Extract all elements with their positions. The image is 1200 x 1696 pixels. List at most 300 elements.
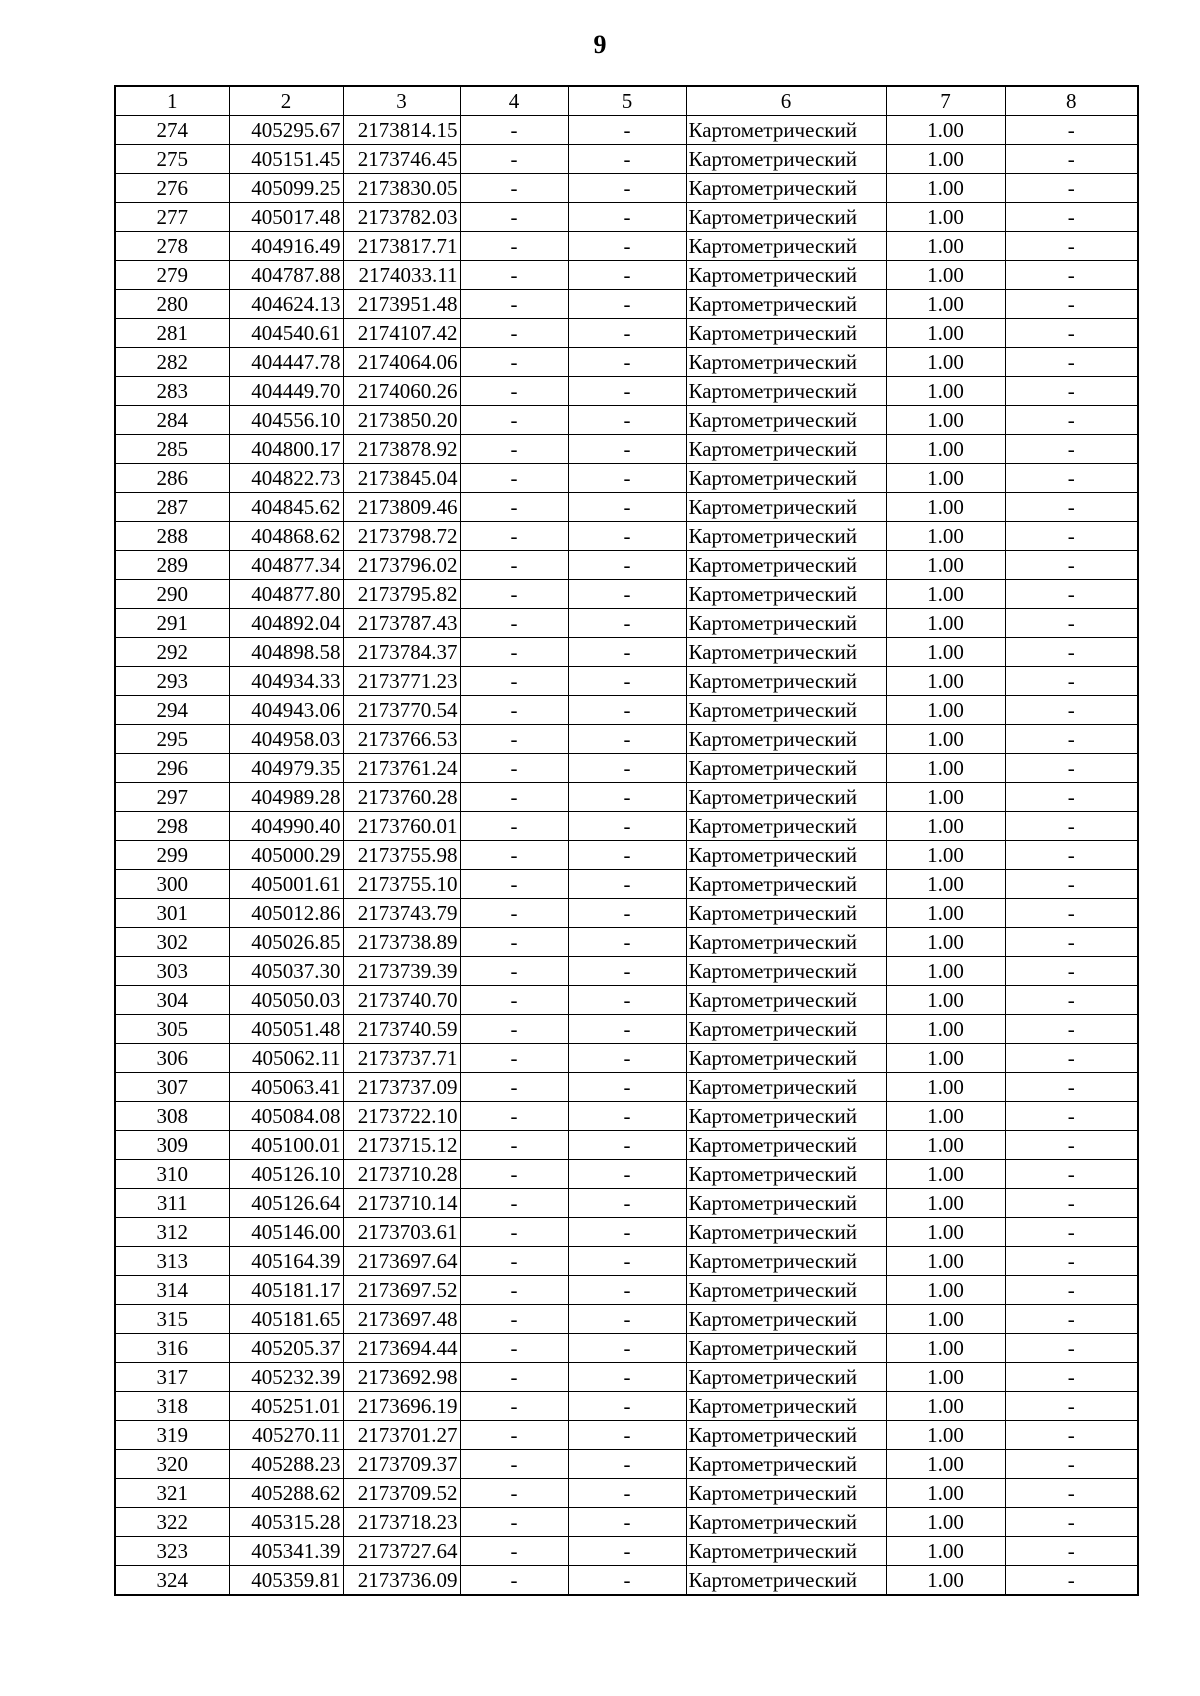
method-cell: Картометрический [686, 493, 886, 522]
method-cell: Картометрический [686, 609, 886, 638]
table-row [115, 1537, 1138, 1566]
method-cell: Картометрический [686, 1044, 886, 1073]
col4-cell: - [460, 1073, 568, 1102]
y-coordinate-cell: 2173737.09 [343, 1073, 460, 1102]
col4-cell: - [460, 1276, 568, 1305]
y-coordinate-cell: 2174107.42 [343, 319, 460, 348]
col5-cell: - [568, 928, 686, 957]
col8-cell: - [1005, 638, 1138, 667]
accuracy-cell: 1.00 [886, 696, 1005, 725]
method-cell: Картометрический [686, 551, 886, 580]
y-coordinate-cell: 2173692.98 [343, 1363, 460, 1392]
y-coordinate-cell: 2173830.05 [343, 174, 460, 203]
x-coordinate-cell: 405295.67 [229, 116, 343, 145]
x-coordinate-cell: 405050.03 [229, 986, 343, 1015]
y-coordinate-cell: 2173784.37 [343, 638, 460, 667]
y-coordinate-cell: 2173738.89 [343, 928, 460, 957]
accuracy-cell: 1.00 [886, 1247, 1005, 1276]
x-coordinate-cell: 405288.62 [229, 1479, 343, 1508]
point-number-cell: 277 [115, 203, 229, 232]
y-coordinate-cell: 2173710.28 [343, 1160, 460, 1189]
y-coordinate-cell: 2173736.09 [343, 1566, 460, 1596]
y-coordinate-cell: 2173770.54 [343, 696, 460, 725]
col4-cell: - [460, 1508, 568, 1537]
col5-cell: - [568, 464, 686, 493]
col5-cell: - [568, 1566, 686, 1596]
col8-cell: - [1005, 377, 1138, 406]
col4-cell: - [460, 261, 568, 290]
y-coordinate-cell: 2173697.52 [343, 1276, 460, 1305]
table-row [115, 348, 1138, 377]
method-cell: Картометрический [686, 957, 886, 986]
x-coordinate-cell: 405017.48 [229, 203, 343, 232]
table-row [115, 754, 1138, 783]
col4-cell: - [460, 377, 568, 406]
accuracy-cell: 1.00 [886, 1218, 1005, 1247]
point-number-cell: 288 [115, 522, 229, 551]
point-number-cell: 296 [115, 754, 229, 783]
col5-cell: - [568, 1305, 686, 1334]
column-header: 1 [115, 86, 229, 116]
y-coordinate-cell: 2173755.98 [343, 841, 460, 870]
table-row [115, 377, 1138, 406]
col8-cell: - [1005, 1479, 1138, 1508]
y-coordinate-cell: 2174064.06 [343, 348, 460, 377]
x-coordinate-cell: 405063.41 [229, 1073, 343, 1102]
col5-cell: - [568, 377, 686, 406]
x-coordinate-cell: 404845.62 [229, 493, 343, 522]
y-coordinate-cell: 2173740.70 [343, 986, 460, 1015]
table-row [115, 406, 1138, 435]
column-header: 4 [460, 86, 568, 116]
y-coordinate-cell: 2173809.46 [343, 493, 460, 522]
col4-cell: - [460, 812, 568, 841]
y-coordinate-cell: 2173710.14 [343, 1189, 460, 1218]
method-cell: Картометрический [686, 377, 886, 406]
col5-cell: - [568, 435, 686, 464]
x-coordinate-cell: 404868.62 [229, 522, 343, 551]
accuracy-cell: 1.00 [886, 667, 1005, 696]
y-coordinate-cell: 2173697.48 [343, 1305, 460, 1334]
col8-cell: - [1005, 145, 1138, 174]
x-coordinate-cell: 405288.23 [229, 1450, 343, 1479]
col4-cell: - [460, 1334, 568, 1363]
y-coordinate-cell: 2173739.39 [343, 957, 460, 986]
col8-cell: - [1005, 1131, 1138, 1160]
point-number-cell: 319 [115, 1421, 229, 1450]
y-coordinate-cell: 2173760.01 [343, 812, 460, 841]
x-coordinate-cell: 404447.78 [229, 348, 343, 377]
accuracy-cell: 1.00 [886, 754, 1005, 783]
table-row [115, 1189, 1138, 1218]
point-number-cell: 313 [115, 1247, 229, 1276]
col8-cell: - [1005, 1102, 1138, 1131]
col5-cell: - [568, 1334, 686, 1363]
point-number-cell: 284 [115, 406, 229, 435]
col4-cell: - [460, 1015, 568, 1044]
method-cell: Картометрический [686, 1334, 886, 1363]
col4-cell: - [460, 841, 568, 870]
accuracy-cell: 1.00 [886, 725, 1005, 754]
point-number-cell: 312 [115, 1218, 229, 1247]
point-number-cell: 323 [115, 1537, 229, 1566]
table-row [115, 1566, 1138, 1596]
accuracy-cell: 1.00 [886, 290, 1005, 319]
point-number-cell: 324 [115, 1566, 229, 1596]
y-coordinate-cell: 2173722.10 [343, 1102, 460, 1131]
table-row [115, 1160, 1138, 1189]
point-number-cell: 290 [115, 580, 229, 609]
accuracy-cell: 1.00 [886, 783, 1005, 812]
method-cell: Картометрический [686, 406, 886, 435]
table-row [115, 1073, 1138, 1102]
point-number-cell: 320 [115, 1450, 229, 1479]
col4-cell: - [460, 1537, 568, 1566]
method-cell: Картометрический [686, 899, 886, 928]
col8-cell: - [1005, 986, 1138, 1015]
table-row [115, 232, 1138, 261]
table-row [115, 1421, 1138, 1450]
point-number-cell: 318 [115, 1392, 229, 1421]
accuracy-cell: 1.00 [886, 1015, 1005, 1044]
col5-cell: - [568, 145, 686, 174]
accuracy-cell: 1.00 [886, 609, 1005, 638]
accuracy-cell: 1.00 [886, 1334, 1005, 1363]
col4-cell: - [460, 1479, 568, 1508]
y-coordinate-cell: 2173787.43 [343, 609, 460, 638]
col4-cell: - [460, 145, 568, 174]
col8-cell: - [1005, 609, 1138, 638]
col8-cell: - [1005, 957, 1138, 986]
col8-cell: - [1005, 435, 1138, 464]
col8-cell: - [1005, 348, 1138, 377]
col5-cell: - [568, 1073, 686, 1102]
col4-cell: - [460, 725, 568, 754]
method-cell: Картометрический [686, 812, 886, 841]
y-coordinate-cell: 2173878.92 [343, 435, 460, 464]
table-row [115, 841, 1138, 870]
accuracy-cell: 1.00 [886, 1189, 1005, 1218]
table-row [115, 1479, 1138, 1508]
point-number-cell: 314 [115, 1276, 229, 1305]
table-row [115, 1247, 1138, 1276]
col5-cell: - [568, 1479, 686, 1508]
col5-cell: - [568, 522, 686, 551]
col8-cell: - [1005, 1218, 1138, 1247]
accuracy-cell: 1.00 [886, 1450, 1005, 1479]
y-coordinate-cell: 2173694.44 [343, 1334, 460, 1363]
col8-cell: - [1005, 406, 1138, 435]
col8-cell: - [1005, 1537, 1138, 1566]
table-row [115, 609, 1138, 638]
col4-cell: - [460, 1131, 568, 1160]
x-coordinate-cell: 404540.61 [229, 319, 343, 348]
x-coordinate-cell: 404800.17 [229, 435, 343, 464]
y-coordinate-cell: 2173709.52 [343, 1479, 460, 1508]
x-coordinate-cell: 405062.11 [229, 1044, 343, 1073]
col5-cell: - [568, 261, 686, 290]
method-cell: Картометрический [686, 1479, 886, 1508]
method-cell: Картометрический [686, 1015, 886, 1044]
column-header: 6 [686, 86, 886, 116]
col8-cell: - [1005, 1160, 1138, 1189]
coordinates-table [114, 85, 1139, 1596]
col5-cell: - [568, 1160, 686, 1189]
col8-cell: - [1005, 1421, 1138, 1450]
col5-cell: - [568, 348, 686, 377]
col8-cell: - [1005, 696, 1138, 725]
point-number-cell: 302 [115, 928, 229, 957]
col5-cell: - [568, 1044, 686, 1073]
column-header: 7 [886, 86, 1005, 116]
point-number-cell: 295 [115, 725, 229, 754]
y-coordinate-cell: 2174033.11 [343, 261, 460, 290]
accuracy-cell: 1.00 [886, 1508, 1005, 1537]
col4-cell: - [460, 1218, 568, 1247]
y-coordinate-cell: 2173697.64 [343, 1247, 460, 1276]
table-row [115, 1363, 1138, 1392]
col5-cell: - [568, 290, 686, 319]
col5-cell: - [568, 986, 686, 1015]
point-number-cell: 303 [115, 957, 229, 986]
col8-cell: - [1005, 1363, 1138, 1392]
accuracy-cell: 1.00 [886, 812, 1005, 841]
accuracy-cell: 1.00 [886, 232, 1005, 261]
col4-cell: - [460, 1189, 568, 1218]
x-coordinate-cell: 405205.37 [229, 1334, 343, 1363]
method-cell: Картометрический [686, 145, 886, 174]
col5-cell: - [568, 783, 686, 812]
method-cell: Картометрический [686, 1450, 886, 1479]
col8-cell: - [1005, 1247, 1138, 1276]
col8-cell: - [1005, 870, 1138, 899]
table-row [115, 1276, 1138, 1305]
col5-cell: - [568, 609, 686, 638]
y-coordinate-cell: 2173737.71 [343, 1044, 460, 1073]
col8-cell: - [1005, 1073, 1138, 1102]
table-row [115, 493, 1138, 522]
point-number-cell: 294 [115, 696, 229, 725]
x-coordinate-cell: 404449.70 [229, 377, 343, 406]
col5-cell: - [568, 696, 686, 725]
col5-cell: - [568, 812, 686, 841]
col5-cell: - [568, 551, 686, 580]
accuracy-cell: 1.00 [886, 1421, 1005, 1450]
col8-cell: - [1005, 841, 1138, 870]
y-coordinate-cell: 2173760.28 [343, 783, 460, 812]
y-coordinate-cell: 2173795.82 [343, 580, 460, 609]
y-coordinate-cell: 2173743.79 [343, 899, 460, 928]
point-number-cell: 315 [115, 1305, 229, 1334]
col8-cell: - [1005, 1044, 1138, 1073]
table-row [115, 1044, 1138, 1073]
accuracy-cell: 1.00 [886, 377, 1005, 406]
method-cell: Картометрический [686, 1537, 886, 1566]
point-number-cell: 307 [115, 1073, 229, 1102]
col4-cell: - [460, 203, 568, 232]
accuracy-cell: 1.00 [886, 986, 1005, 1015]
x-coordinate-cell: 404898.58 [229, 638, 343, 667]
accuracy-cell: 1.00 [886, 1276, 1005, 1305]
x-coordinate-cell: 405000.29 [229, 841, 343, 870]
method-cell: Картометрический [686, 580, 886, 609]
col4-cell: - [460, 783, 568, 812]
x-coordinate-cell: 405012.86 [229, 899, 343, 928]
method-cell: Картометрический [686, 1276, 886, 1305]
accuracy-cell: 1.00 [886, 1537, 1005, 1566]
col5-cell: - [568, 1421, 686, 1450]
method-cell: Картометрический [686, 754, 886, 783]
y-coordinate-cell: 2173782.03 [343, 203, 460, 232]
col5-cell: - [568, 1508, 686, 1537]
method-cell: Картометрический [686, 1566, 886, 1596]
col5-cell: - [568, 638, 686, 667]
table-row [115, 725, 1138, 754]
point-number-cell: 293 [115, 667, 229, 696]
col5-cell: - [568, 580, 686, 609]
method-cell: Картометрический [686, 1218, 886, 1247]
table-body [115, 116, 1138, 1596]
col4-cell: - [460, 928, 568, 957]
accuracy-cell: 1.00 [886, 1160, 1005, 1189]
accuracy-cell: 1.00 [886, 638, 1005, 667]
col4-cell: - [460, 1566, 568, 1596]
accuracy-cell: 1.00 [886, 1479, 1005, 1508]
method-cell: Картометрический [686, 261, 886, 290]
x-coordinate-cell: 404943.06 [229, 696, 343, 725]
point-number-cell: 306 [115, 1044, 229, 1073]
y-coordinate-cell: 2173771.23 [343, 667, 460, 696]
point-number-cell: 285 [115, 435, 229, 464]
col4-cell: - [460, 870, 568, 899]
table-row [115, 435, 1138, 464]
table-row [115, 203, 1138, 232]
col5-cell: - [568, 1276, 686, 1305]
x-coordinate-cell: 405100.01 [229, 1131, 343, 1160]
method-cell: Картометрический [686, 1508, 886, 1537]
point-number-cell: 297 [115, 783, 229, 812]
point-number-cell: 301 [115, 899, 229, 928]
accuracy-cell: 1.00 [886, 493, 1005, 522]
y-coordinate-cell: 2173696.19 [343, 1392, 460, 1421]
col8-cell: - [1005, 493, 1138, 522]
col4-cell: - [460, 435, 568, 464]
point-number-cell: 305 [115, 1015, 229, 1044]
method-cell: Картометрический [686, 1160, 886, 1189]
col5-cell: - [568, 1450, 686, 1479]
x-coordinate-cell: 405084.08 [229, 1102, 343, 1131]
col8-cell: - [1005, 1305, 1138, 1334]
x-coordinate-cell: 404934.33 [229, 667, 343, 696]
accuracy-cell: 1.00 [886, 1392, 1005, 1421]
col4-cell: - [460, 1363, 568, 1392]
table-row [115, 1015, 1138, 1044]
method-cell: Картометрический [686, 174, 886, 203]
col4-cell: - [460, 754, 568, 783]
y-coordinate-cell: 2173761.24 [343, 754, 460, 783]
table-row [115, 696, 1138, 725]
accuracy-cell: 1.00 [886, 928, 1005, 957]
method-cell: Картометрический [686, 638, 886, 667]
accuracy-cell: 1.00 [886, 957, 1005, 986]
x-coordinate-cell: 405270.11 [229, 1421, 343, 1450]
column-header: 3 [343, 86, 460, 116]
col8-cell: - [1005, 783, 1138, 812]
x-coordinate-cell: 404990.40 [229, 812, 343, 841]
table-row [115, 957, 1138, 986]
method-cell: Картометрический [686, 1363, 886, 1392]
col4-cell: - [460, 609, 568, 638]
accuracy-cell: 1.00 [886, 522, 1005, 551]
col5-cell: - [568, 116, 686, 145]
accuracy-cell: 1.00 [886, 319, 1005, 348]
col8-cell: - [1005, 319, 1138, 348]
method-cell: Картометрический [686, 1102, 886, 1131]
y-coordinate-cell: 2173798.72 [343, 522, 460, 551]
method-cell: Картометрический [686, 1421, 886, 1450]
point-number-cell: 308 [115, 1102, 229, 1131]
col4-cell: - [460, 696, 568, 725]
table-row [115, 986, 1138, 1015]
col8-cell: - [1005, 290, 1138, 319]
y-coordinate-cell: 2173718.23 [343, 1508, 460, 1537]
point-number-cell: 289 [115, 551, 229, 580]
table-row [115, 174, 1138, 203]
y-coordinate-cell: 2173709.37 [343, 1450, 460, 1479]
col8-cell: - [1005, 725, 1138, 754]
accuracy-cell: 1.00 [886, 174, 1005, 203]
col5-cell: - [568, 1015, 686, 1044]
col5-cell: - [568, 203, 686, 232]
x-coordinate-cell: 404877.34 [229, 551, 343, 580]
accuracy-cell: 1.00 [886, 203, 1005, 232]
accuracy-cell: 1.00 [886, 899, 1005, 928]
y-coordinate-cell: 2173755.10 [343, 870, 460, 899]
table-row [115, 145, 1138, 174]
x-coordinate-cell: 404822.73 [229, 464, 343, 493]
col8-cell: - [1005, 812, 1138, 841]
col8-cell: - [1005, 551, 1138, 580]
point-number-cell: 299 [115, 841, 229, 870]
method-cell: Картометрический [686, 1131, 886, 1160]
col5-cell: - [568, 174, 686, 203]
x-coordinate-cell: 405164.39 [229, 1247, 343, 1276]
method-cell: Картометрический [686, 464, 886, 493]
col5-cell: - [568, 232, 686, 261]
x-coordinate-cell: 405051.48 [229, 1015, 343, 1044]
x-coordinate-cell: 405251.01 [229, 1392, 343, 1421]
accuracy-cell: 1.00 [886, 1044, 1005, 1073]
col8-cell: - [1005, 899, 1138, 928]
col8-cell: - [1005, 580, 1138, 609]
point-number-cell: 287 [115, 493, 229, 522]
col5-cell: - [568, 1247, 686, 1276]
col4-cell: - [460, 1044, 568, 1073]
col5-cell: - [568, 957, 686, 986]
col4-cell: - [460, 406, 568, 435]
col8-cell: - [1005, 116, 1138, 145]
accuracy-cell: 1.00 [886, 841, 1005, 870]
table-row [115, 899, 1138, 928]
point-number-cell: 300 [115, 870, 229, 899]
accuracy-cell: 1.00 [886, 261, 1005, 290]
y-coordinate-cell: 2173796.02 [343, 551, 460, 580]
table-row [115, 928, 1138, 957]
point-number-cell: 276 [115, 174, 229, 203]
x-coordinate-cell: 405232.39 [229, 1363, 343, 1392]
point-number-cell: 311 [115, 1189, 229, 1218]
accuracy-cell: 1.00 [886, 1305, 1005, 1334]
